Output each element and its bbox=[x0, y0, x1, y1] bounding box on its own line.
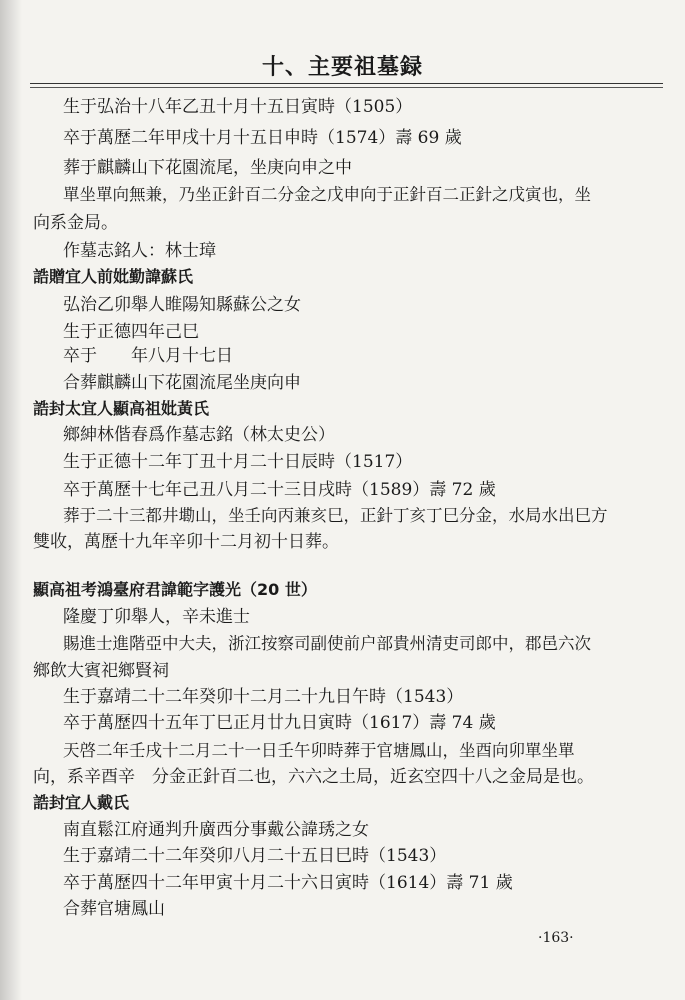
text-line: 葬于二十三都井墈山，坐壬向丙兼亥巳，正針丁亥丁巳分金，水局水出巳方 bbox=[63, 506, 608, 525]
text-line: 生于嘉靖二十二年癸卯十二月二十九日午時（1543） bbox=[63, 687, 464, 707]
text-line: 隆慶丁卯舉人，辛未進士 bbox=[63, 607, 250, 627]
text-line: 卒于萬歷四十五年丁巳正月廿九日寅時（1617）壽 74 歲 bbox=[63, 713, 496, 733]
text-line: 生于正德十二年丁丑十月二十日辰時（1517） bbox=[63, 452, 413, 472]
section-heading: 顯高祖考鴻臺府君諱範字護光（20 世） bbox=[33, 580, 317, 599]
text-line: 卒于萬歷四十二年甲寅十月二十六日寅時（1614）壽 71 歲 bbox=[63, 873, 513, 893]
text-line: 向，系辛酉辛 分金正針百二也，六六之土局，近玄空四十八之金局是也。 bbox=[33, 767, 594, 787]
section-heading: 誥封太宜人顯高祖妣黃氏 bbox=[33, 399, 210, 418]
text-line: 南直鬆江府通判升廣西分事戴公諱琇之女 bbox=[63, 820, 369, 840]
chapter-title: 十、主要祖墓録 bbox=[261, 55, 423, 80]
section-heading: 誥贈宜人前妣勤諱蘇氏 bbox=[33, 267, 194, 286]
text-line: 卒于萬歷二年甲戌十月十五日申時（1574）壽 69 歲 bbox=[63, 128, 462, 148]
text-line: 生于弘治十八年乙丑十月十五日寅時（1505） bbox=[63, 97, 413, 117]
section-heading: 誥封宜人戴氏 bbox=[33, 793, 130, 812]
text-line: 卒于 年八月十七日 bbox=[63, 346, 233, 366]
header-rule-thin bbox=[30, 87, 663, 88]
header-rule bbox=[30, 83, 663, 84]
text-line: 合葬麒麟山下花園流尾坐庚向申 bbox=[63, 373, 301, 393]
page-number: ·163· bbox=[538, 930, 574, 946]
text-line: 生于正德四年己巳 bbox=[63, 322, 199, 342]
text-line: 單坐單向無兼，乃坐正針百二分金之戊申向于正針百二正針之戊寅也，坐 bbox=[63, 185, 591, 204]
text-line: 弘治乙卯舉人睢陽知縣蘇公之女 bbox=[63, 295, 301, 315]
text-line: 生于嘉靖二十二年癸卯八月二十五日巳時（1543） bbox=[63, 846, 447, 866]
text-line: 雙收，萬歷十九年辛卯十二月初十日葬。 bbox=[33, 532, 339, 552]
text-line: 合葬官塘鳳山 bbox=[63, 899, 165, 919]
text-line: 作墓志銘人：林士璋 bbox=[63, 241, 216, 261]
text-line: 鄉飲大賓祀鄉賢祠 bbox=[33, 661, 169, 681]
text-line: 葬于麒麟山下花園流尾，坐庚向申之中 bbox=[63, 158, 352, 178]
text-line: 向系金局。 bbox=[33, 213, 118, 233]
text-line: 鄉紳林偕春爲作墓志銘（林太史公） bbox=[63, 425, 335, 445]
text-line: 天啓二年壬戌十二月二十一日壬午卯時葬于官塘鳳山，坐酉向卯單坐單 bbox=[63, 741, 575, 760]
text-line: 賜進士進階亞中大夫，浙江按察司副使前户部貴州清吏司郎中，郡邑六次 bbox=[63, 634, 591, 653]
scan-edge-shadow bbox=[0, 0, 22, 1000]
text-line: 卒于萬歷十七年己丑八月二十三日戌時（1589）壽 72 歲 bbox=[63, 480, 496, 500]
